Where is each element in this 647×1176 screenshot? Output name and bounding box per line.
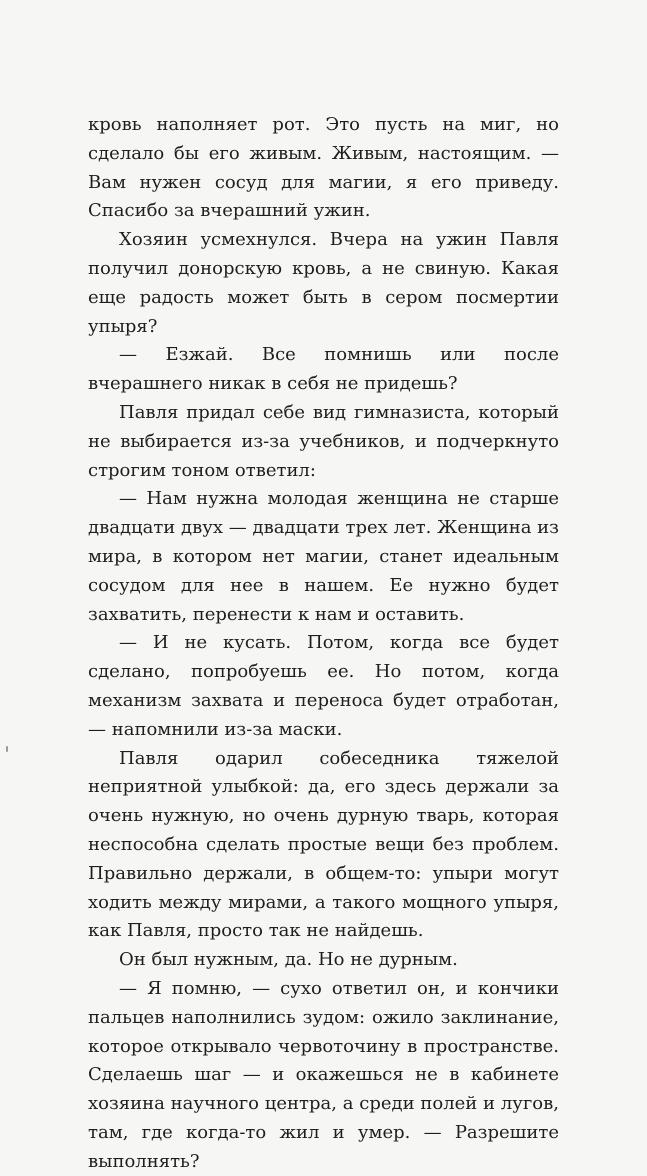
paragraph-3: — Езжай. Все помнишь или после вчерашнего никак в себя не придешь? bbox=[88, 344, 559, 395]
paragraph-5: — Нам нужна молодая женщина не старше двадцати двух — двадцати трех лет. Женщина из мира, в котором нет магии, станет идеальным сосудом для нее в нашем. Ее нужно будет захватить, перенести к нам и оставить. bbox=[88, 488, 559, 625]
paragraph-7: Павля одарил собеседника тяжелой неприятной улыбкой: да, его здесь держали за очень нужную, но очень дурную тварь, которая неспособна сделать простые вещи без проблем. Правильно держали, в общем-то: упыри могут ходить между мирами, а такого мощного упыря, как Павля, просто так не найдешь. bbox=[88, 747, 559, 942]
paragraph-9: — Я помню, — сухо ответил он, и кончики пальцев наполнились зудом: ожило заклинание, которое открывало червоточину в пространстве. Сделаешь шаг — и окажешься не в кабинете хозяина научного центра, а среди полей и лугов, там, где когда-то жил и умер. — Разрешите выполнять? bbox=[88, 977, 559, 1172]
paragraph-8: Он был нужным, да. Но не дурным. bbox=[119, 949, 458, 971]
page-text-block bbox=[88, 111, 559, 1176]
scan-speck bbox=[6, 746, 8, 752]
paragraph-1: кровь наполняет рот. Это пусть на миг, но сделало бы его живым. Живым, настоящим. — Вам нужен сосуд для магии, я его приведу. Спасибо за вчерашний ужин. bbox=[88, 114, 559, 222]
paragraph-6: — И не кусать. Потом, когда все будет сделано, попробуешь ее. Но потом, когда механизм захвата и переноса будет отработан, — напомнили из-за маски. bbox=[88, 632, 559, 740]
paragraph-4: Павля придал себе вид гимназиста, который не выбирается из-за учебников, и подчеркнуто строгим тоном ответил: bbox=[88, 401, 559, 481]
paragraph-2: Хозяин усмехнулся. Вчера на ужин Павля получил донорскую кровь, а не свиную. Какая еще радость может быть в сером посмертии упыря? bbox=[88, 229, 559, 337]
